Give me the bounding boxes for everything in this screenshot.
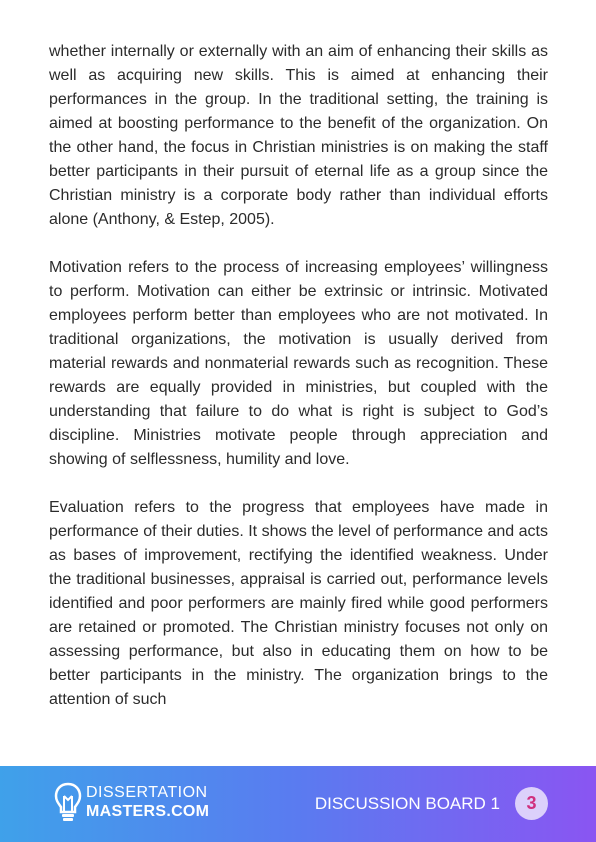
dissertation-masters-logo — [54, 780, 224, 826]
logo-text-line1: DISSERTATION — [86, 784, 208, 801]
paragraph-training: whether internally or externally with an aim of enhancing their skills as well as acquiring new skills. This is aimed at enhancing their performances in the group. In the traditional setting, the training is aimed at boosting performance to the benefit of the organization. On the other hand, the focus in Christian ministries is on making the staff better participants in their pursuit of eternal life as a group since the Christian ministry is a corporate body rather than individual efforts alone (Anthony, & Estep, 2005). — [49, 43, 548, 228]
paragraph-evaluation: Evaluation refers to the progress that employees have made in performance of their duties. It shows the level of performance and acts as bases of improvement, rectifying the identified weakness. Under the traditional businesses, appraisal is carried out, performance levels identified and poor performers are mainly fired while good performers are retained or promoted. The Christian ministry focuses not only on assessing performance, but also in educating them on how to be better participants in the ministry. The organization brings to the attention of such — [49, 499, 548, 708]
document-body — [49, 40, 548, 736]
paragraph-motivation: Motivation refers to the process of increasing employees’ willingness to perform. Motivation can either be extrinsic or intrinsic. Motivated employees perform better than employees who are not motivated. In traditional organizations, the motivation is usually derived from material rewards and nonmaterial rewards such as recognition. These rewards are equally provided in ministries, but coupled with the understanding that failure to do what is right is subject to God’s discipline. Ministries motivate people through appreciation and showing of selflessness, humility and love. — [49, 259, 548, 468]
page-number-badge: 3 — [515, 787, 548, 820]
lightbulb-icon — [54, 782, 82, 824]
logo-text-line2: MASTERS.COM — [86, 803, 210, 820]
document-title: DISCUSSION BOARD 1 — [314, 794, 500, 813]
